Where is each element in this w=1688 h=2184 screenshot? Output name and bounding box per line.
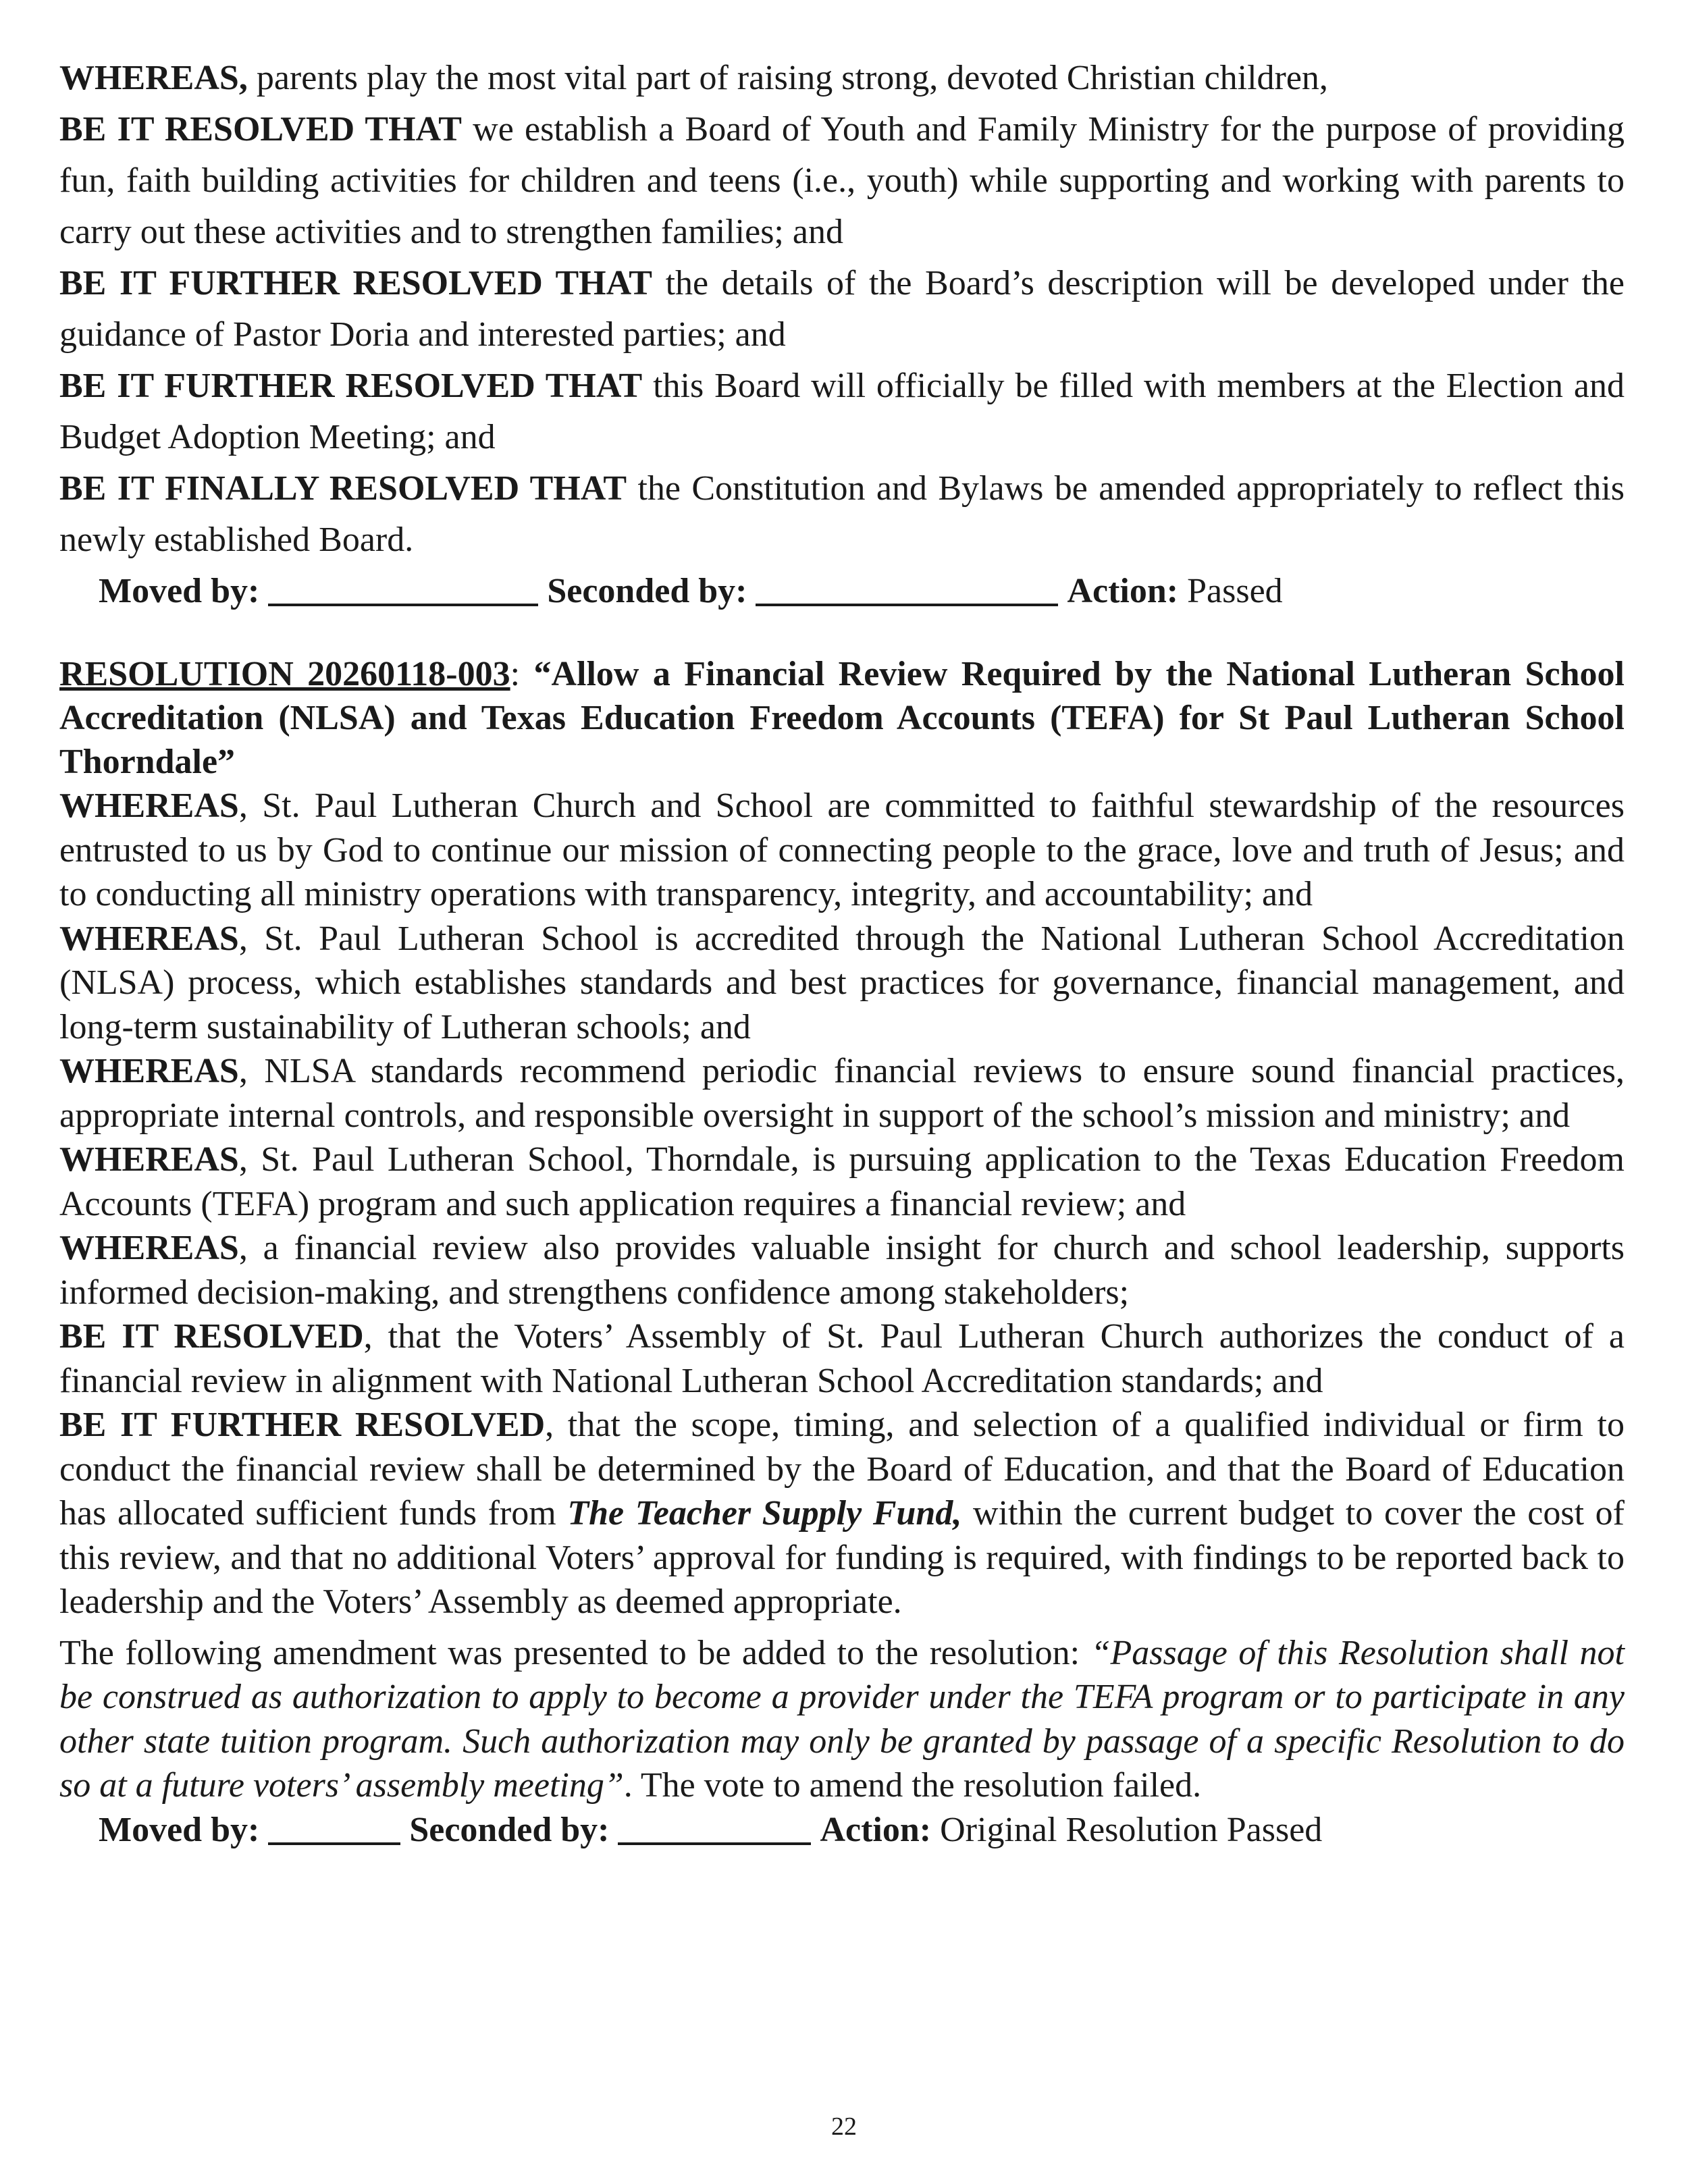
whereas-paragraph: WHEREAS, parents play the most vital part of raising strong, devoted Christian children, [59, 59, 1328, 97]
whereas-paragraph: WHEREAS, St. Paul Lutheran School, Thorndale, is pursuing application to the Texas Education Freedom Accounts (TEFA) program and such application requires a financial review; and [59, 1140, 1625, 1223]
resolution-block-youth-ministry [59, 53, 1625, 617]
further-resolved-paragraph: BE IT FURTHER RESOLVED, that the scope, timing, and selection of a qualified individual or firm to conduct the financial review shall be determined by the Board of Education, and that the Board of Education has allocated sufficient funds from The Teacher Supply Fund, within the current budget to cover the cost of this review, and that no additional Voters’ approval for funding is required, with findings to be reported back to leadership and the Voters’ Assembly as deemed appropriate. [59, 1406, 1625, 1621]
action-value: Original Resolution Passed [940, 1810, 1323, 1849]
resolved-paragraph: BE IT RESOLVED THAT we establish a Board of Youth and Family Ministry for the purpose of providing fun, faith building activities for children and teens (i.e., youth) while supporting and working with parents to carry out these activities and to strengthen families; and [59, 110, 1625, 251]
further-resolved-paragraph: BE IT FURTHER RESOLVED THAT the details of the Board’s description will be developed under the guidance of Pastor Doria and interested parties; and [59, 264, 1625, 354]
resolution-number: RESOLUTION 20260118-003 [59, 655, 510, 693]
document-page [59, 53, 1625, 1852]
seconded-by-blank [618, 1813, 811, 1845]
resolution-title: RESOLUTION 20260118-003: “Allow a Financial Review Required by the National Lutheran School Accreditation (NLSA) and Texas Education Freedom Accounts (TEFA) for St Paul Lutheran School Thorndale” [59, 655, 1625, 781]
resolved-paragraph: BE IT RESOLVED, that the Voters’ Assembly of St. Paul Lutheran Church authorizes the conduct of a financial review in alignment with National Lutheran School Accreditation standards; and [59, 1317, 1625, 1400]
whereas-paragraph: WHEREAS, a financial review also provides valuable insight for church and school leadership, supports informed decision-making, and strengthens confidence among stakeholders; [59, 1229, 1625, 1312]
whereas-paragraph: WHEREAS, NLSA standards recommend periodic financial reviews to ensure sound financial practices, appropriate internal controls, and responsible oversight in support of the school’s mission and ministry; and [59, 1052, 1625, 1135]
resolution-block-financial-review [59, 652, 1625, 1852]
seconded-by-blank [756, 574, 1058, 606]
further-resolved-paragraph: BE IT FURTHER RESOLVED THAT this Board will officially be filled with members at the Election and Budget Adoption Meeting; and [59, 367, 1625, 456]
finally-resolved-paragraph: BE IT FINALLY RESOLVED THAT the Constitution and Bylaws be amended appropriately to reflect this newly established Board. [59, 469, 1625, 559]
whereas-paragraph: WHEREAS, St. Paul Lutheran Church and School are committed to faithful stewardship of the resources entrusted to us by God to continue our mission of connecting people to the grace, love and truth of Jesus; and to conducting all ministry operations with transparency, integrity, and accountability; and [59, 787, 1625, 913]
fund-name: The Teacher Supply Fund, [567, 1494, 962, 1533]
amendment-paragraph: The following amendment was presented to be added to the resolution: “Passage of this Resolution shall not be construed as authorization to apply to become a provider under the TEFA program or to participate in any other state tuition program. Such authorization may only be granted by passage of a specific Resolution to do so at a future voters’ assembly meeting”. The vote to amend the resolution failed. [59, 1633, 1625, 1805]
page-number: 22 [831, 2112, 857, 2141]
amendment-quote: “Passage of this Resolution shall not be construed as authorization to apply to become a provider under the TEFA program or to participate in any other state tuition program. Such authorization may only be granted by passage of a specific Resolution to do so at a future voters’ assembly meeting” [59, 1633, 1625, 1805]
motion-line: Moved by: Seconded by: Action: Passed [99, 572, 1283, 610]
action-value: Passed [1187, 572, 1283, 610]
moved-by-blank [268, 574, 538, 606]
moved-by-blank [268, 1813, 400, 1845]
whereas-paragraph: WHEREAS, St. Paul Lutheran School is accredited through the National Lutheran School Accreditation (NLSA) process, which establishes standards and best practices for governance, financial management, and long-term sustainability of Lutheran schools; and [59, 919, 1625, 1046]
motion-line: Moved by: Seconded by: Action: Original Resolution Passed [99, 1810, 1323, 1849]
